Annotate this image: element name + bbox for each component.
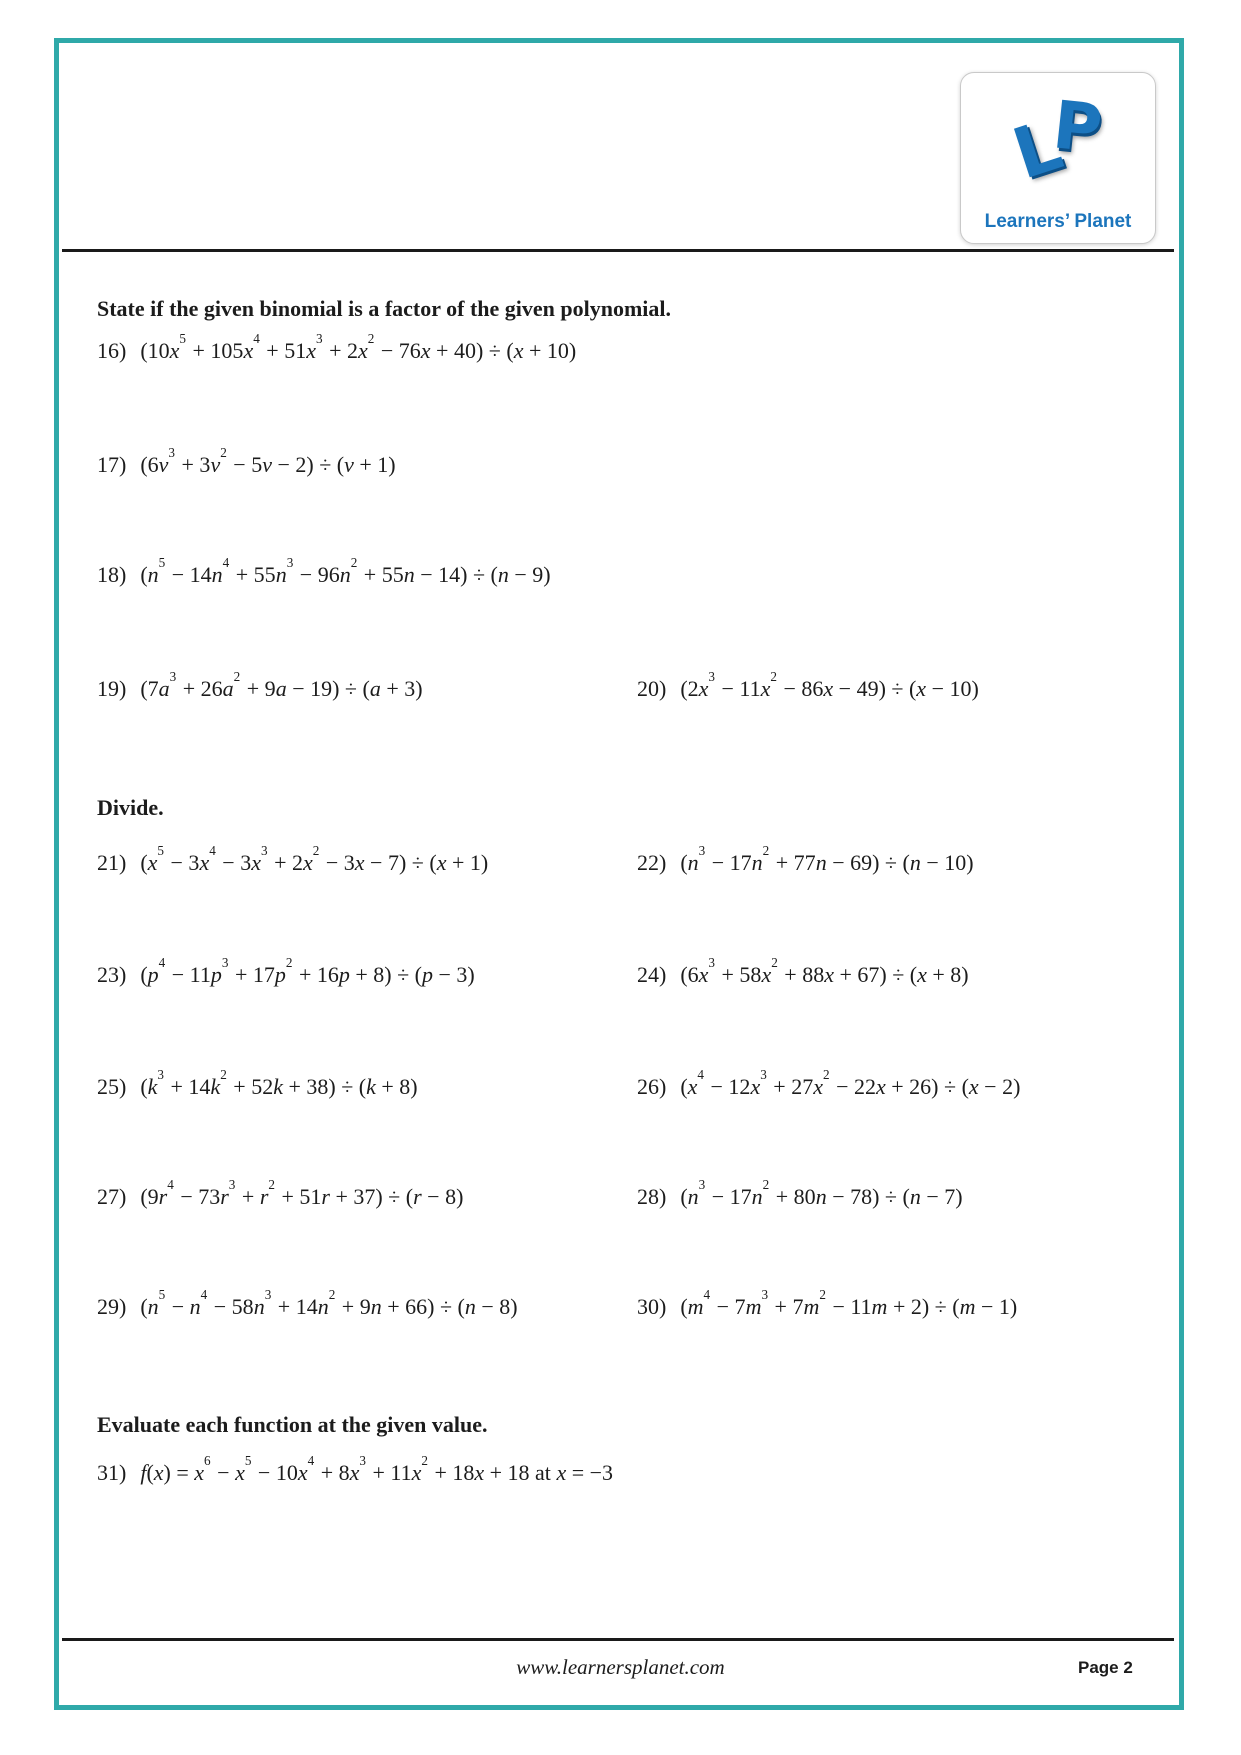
- problem-number: 23): [97, 962, 127, 988]
- problem-number: 24): [637, 962, 667, 988]
- problem-expression: $(10x^5 + 105x^4 + 51x^3 + 2x^2 - 76x + 40) \div (x + 10)$: [140, 330, 577, 364]
- footer-website-link[interactable]: www.learnersplanet.com: [516, 1655, 725, 1679]
- problem-number: 27): [97, 1184, 127, 1210]
- problem-28: [637, 1176, 963, 1210]
- problem-expression: $(n^3 - 17n^2 + 80n - 78) \div (n - 7)$: [680, 1176, 963, 1210]
- problem-number: 28): [637, 1184, 667, 1210]
- problem-20: [637, 668, 979, 702]
- problem-number: 21): [97, 850, 127, 876]
- problem-expression: $(9r^4 - 73r^3 + r^2 + 51r + 37) \div (r - 8)$: [140, 1176, 464, 1210]
- problem-number: 26): [637, 1074, 667, 1100]
- problem-number: 22): [637, 850, 667, 876]
- problem-expression: $(x^5 - 3x^4 - 3x^3 + 2x^2 - 3x - 7) \div (x + 1)$: [140, 842, 489, 876]
- problem-expression: $(6x^3 + 58x^2 + 88x + 67) \div (x + 8)$: [680, 954, 969, 988]
- footer-divider-line: [62, 1638, 1174, 1641]
- section-heading-factor: State if the given binomial is a factor of the given polynomial.: [97, 296, 672, 321]
- problem-expression: $(p^4 - 11p^3 + 17p^2 + 16p + 8) \div (p - 3)$: [140, 954, 475, 988]
- problem-expression: $(2x^3 - 11x^2 - 86x - 49) \div (x - 10)$: [680, 668, 979, 702]
- problem-21: [97, 842, 489, 876]
- problem-number: 18): [97, 562, 127, 588]
- problem-number: 19): [97, 676, 127, 702]
- problem-expression: $(n^5 - n^4 - 58n^3 + 14n^2 + 9n + 66) \div (n - 8)$: [140, 1286, 518, 1320]
- section-heading-divide: Divide.: [97, 795, 164, 820]
- problem-expression: $(x^4 - 12x^3 + 27x^2 - 22x + 26) \div (x - 2)$: [680, 1066, 1021, 1100]
- problem-23: [97, 954, 475, 988]
- problem-24: [637, 954, 969, 988]
- logo-letter-p: P: [1049, 86, 1106, 168]
- problem-number: 16): [97, 338, 127, 364]
- problem-17: [97, 444, 396, 478]
- problem-29: [97, 1286, 518, 1320]
- problem-expression: $(n^5 - 14n^4 + 55n^3 - 96n^2 + 55n - 14) \div (n - 9)$: [140, 554, 551, 588]
- problem-16: [97, 330, 577, 364]
- problem-number: 20): [637, 676, 667, 702]
- problem-22: [637, 842, 974, 876]
- problem-expression: $f(x) = x^6 - x^5 - 10x^4 + 8x^3 + 11x^2 + 18x + 18$ at x = −3: [140, 1452, 614, 1486]
- problem-expression: $(n^3 - 17n^2 + 77n - 69) \div (n - 10)$: [680, 842, 974, 876]
- problem-number: 29): [97, 1294, 127, 1320]
- problem-27: [97, 1176, 464, 1210]
- problem-number: 31): [97, 1460, 127, 1486]
- problem-25: [97, 1066, 418, 1100]
- header-divider-line: [62, 249, 1174, 252]
- problem-number: 17): [97, 452, 127, 478]
- footer-page-number: Page 2: [1078, 1658, 1133, 1677]
- problem-18: [97, 554, 551, 588]
- problem-expression: $(7a^3 + 26a^2 + 9a - 19) \div (a + 3)$: [140, 668, 423, 702]
- section-heading-evaluate: Evaluate each function at the given value.: [97, 1412, 488, 1437]
- problem-19: [97, 668, 423, 702]
- problem-number: 25): [97, 1074, 127, 1100]
- problem-expression: $(m^4 - 7m^3 + 7m^2 - 11m + 2) \div (m - 1)$: [680, 1286, 1018, 1320]
- logo-card: [960, 72, 1156, 244]
- problem-31: [97, 1452, 614, 1486]
- logo-brand-text: Learners’ Planet: [984, 211, 1132, 232]
- learners-planet-logo-icon: [961, 81, 1155, 199]
- problem-expression: $(k^3 + 14k^2 + 52k + 38) \div (k + 8)$: [140, 1066, 418, 1100]
- problem-expression: $(6v^3 + 3v^2 - 5v - 2) \div (v + 1)$: [140, 444, 396, 478]
- logo-letter-l: L: [1003, 103, 1071, 196]
- problem-number: 30): [637, 1294, 667, 1320]
- problem-26: [637, 1066, 1021, 1100]
- problem-30: [637, 1286, 1018, 1320]
